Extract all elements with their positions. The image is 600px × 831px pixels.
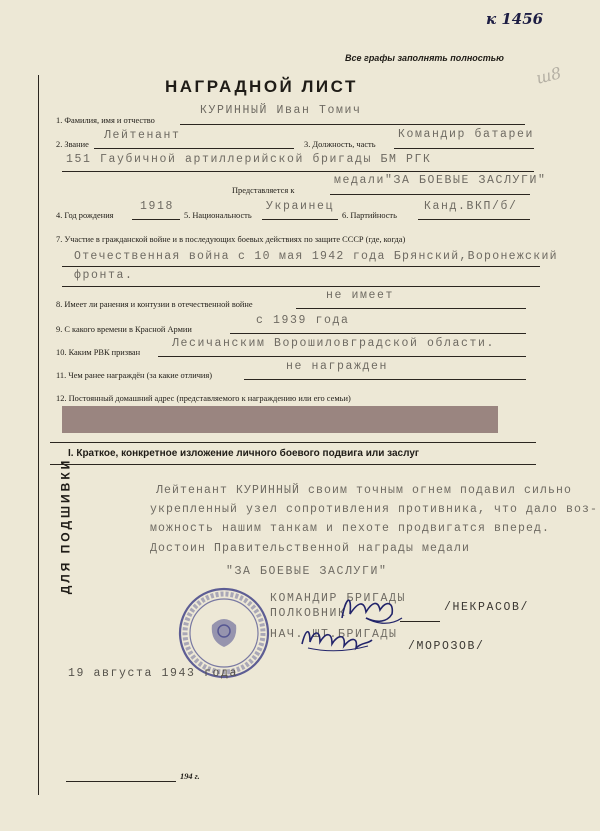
unit-line [62, 171, 534, 172]
party-label: 6. Партийность [342, 211, 397, 220]
position-line [394, 148, 534, 149]
name-line [180, 124, 525, 125]
nationality-line [262, 219, 338, 220]
birth-line [132, 219, 180, 220]
party-line [418, 219, 530, 220]
war-value-1: Отечественная война с 10 мая 1942 года Брянский,Воронежский [74, 250, 558, 263]
party-value: Канд.ВКП/б/ [424, 200, 518, 213]
archive-number: к 1456 [486, 10, 544, 28]
since-label: 9. С какого времени в Красной Армии [56, 325, 192, 334]
commander-name: /НЕКРАСОВ/ [444, 601, 530, 614]
wounds-label: 8. Имеет ли ранения и контузии в отечественной войне [56, 300, 253, 309]
feat-line-1: Лейтенант КУРИННЫЙ своим точным огнем подавил сильно [156, 484, 573, 497]
presented-label: Представляется к [232, 186, 295, 195]
position-label: 3. Должность, часть [304, 140, 376, 149]
binding-border [38, 75, 39, 795]
name-label: 1. Фамилия, имя и отчество [56, 116, 155, 125]
page-title: НАГРАДНОЙ ЛИСТ [165, 77, 358, 96]
rvk-line [158, 356, 526, 357]
chief-name: /МОРОЗОВ/ [408, 640, 485, 653]
rank-label: 2. Звание [56, 140, 89, 149]
awards-line [244, 379, 526, 380]
commander-sign-line [400, 621, 440, 622]
footer-line [66, 781, 176, 782]
address-label: 12. Постоянный домашний адрес (представляемого к награждению или его семьи) [56, 394, 351, 403]
name-value: КУРИННЫЙ Иван Томич [200, 104, 362, 117]
rank-value: Лейтенант [104, 129, 181, 142]
wounds-value: не имеет [326, 289, 395, 302]
position-value: Командир батареи [398, 128, 535, 141]
presented-value: медали"ЗА БОЕВЫЕ ЗАСЛУГИ" [334, 174, 547, 187]
wounds-line [296, 308, 526, 309]
redaction-block [62, 406, 498, 433]
war-line-1 [62, 266, 540, 267]
birth-label: 4. Год рождения [56, 211, 114, 220]
section-title: I. Краткое, конкретное изложение личного боевого подвига или заслуг [68, 448, 420, 459]
rvk-label: 10. Каким РВК призван [56, 348, 141, 357]
nationality-value: Украинец [266, 200, 335, 213]
war-line-2 [62, 286, 540, 287]
war-value-2: фронта. [74, 269, 134, 282]
commander-line-1: КОМАНДИР БРИГАДЫ [270, 592, 407, 605]
feat-line-5: "ЗА БОЕВЫЕ ЗАСЛУГИ" [226, 565, 388, 578]
awards-value: не награжден [286, 360, 389, 373]
birth-value: 1918 [140, 200, 175, 213]
binding-label: ДЛЯ ПОДШИВКИ [58, 457, 73, 595]
war-label: 7. Участие в гражданской войне и в последующих боевых действиях по защите СССР (где, когда) [56, 235, 406, 244]
footer-year: 194 г. [180, 772, 200, 781]
rank-line [94, 148, 294, 149]
commander-line-2: ПОЛКОВНИК [270, 607, 347, 620]
since-value: с 1939 года [256, 314, 350, 327]
feat-line-2: укрепленный узел сопротивления противника, что дало воз- [150, 503, 599, 516]
rvk-value: Лесичанским Ворошиловградской области. [172, 337, 496, 350]
chief-signature [298, 622, 376, 658]
section-rule-bottom [50, 464, 536, 465]
since-line [230, 333, 526, 334]
date-typed: 19 августа 1943 года [68, 667, 239, 680]
side-number: ш8 [534, 63, 564, 88]
section-rule-top [50, 442, 536, 443]
fill-note: Все графы заполнять полностью [345, 53, 504, 63]
feat-line-3: можность нашим танкам и пехоте продвигатся вперед. [150, 522, 551, 535]
feat-line-4: Достоин Правительственной награды медали [150, 542, 471, 555]
awards-label: 11. Чем ранее награждён (за какие отличия) [56, 371, 213, 380]
presented-line [330, 194, 530, 195]
chief-line: НАЧ. ШТ.БРИГАДЫ [270, 628, 398, 641]
unit-value: 151 Гаубичной артиллерийской бригады БМ РГК [66, 153, 432, 166]
nationality-label: 5. Национальность [184, 211, 252, 220]
